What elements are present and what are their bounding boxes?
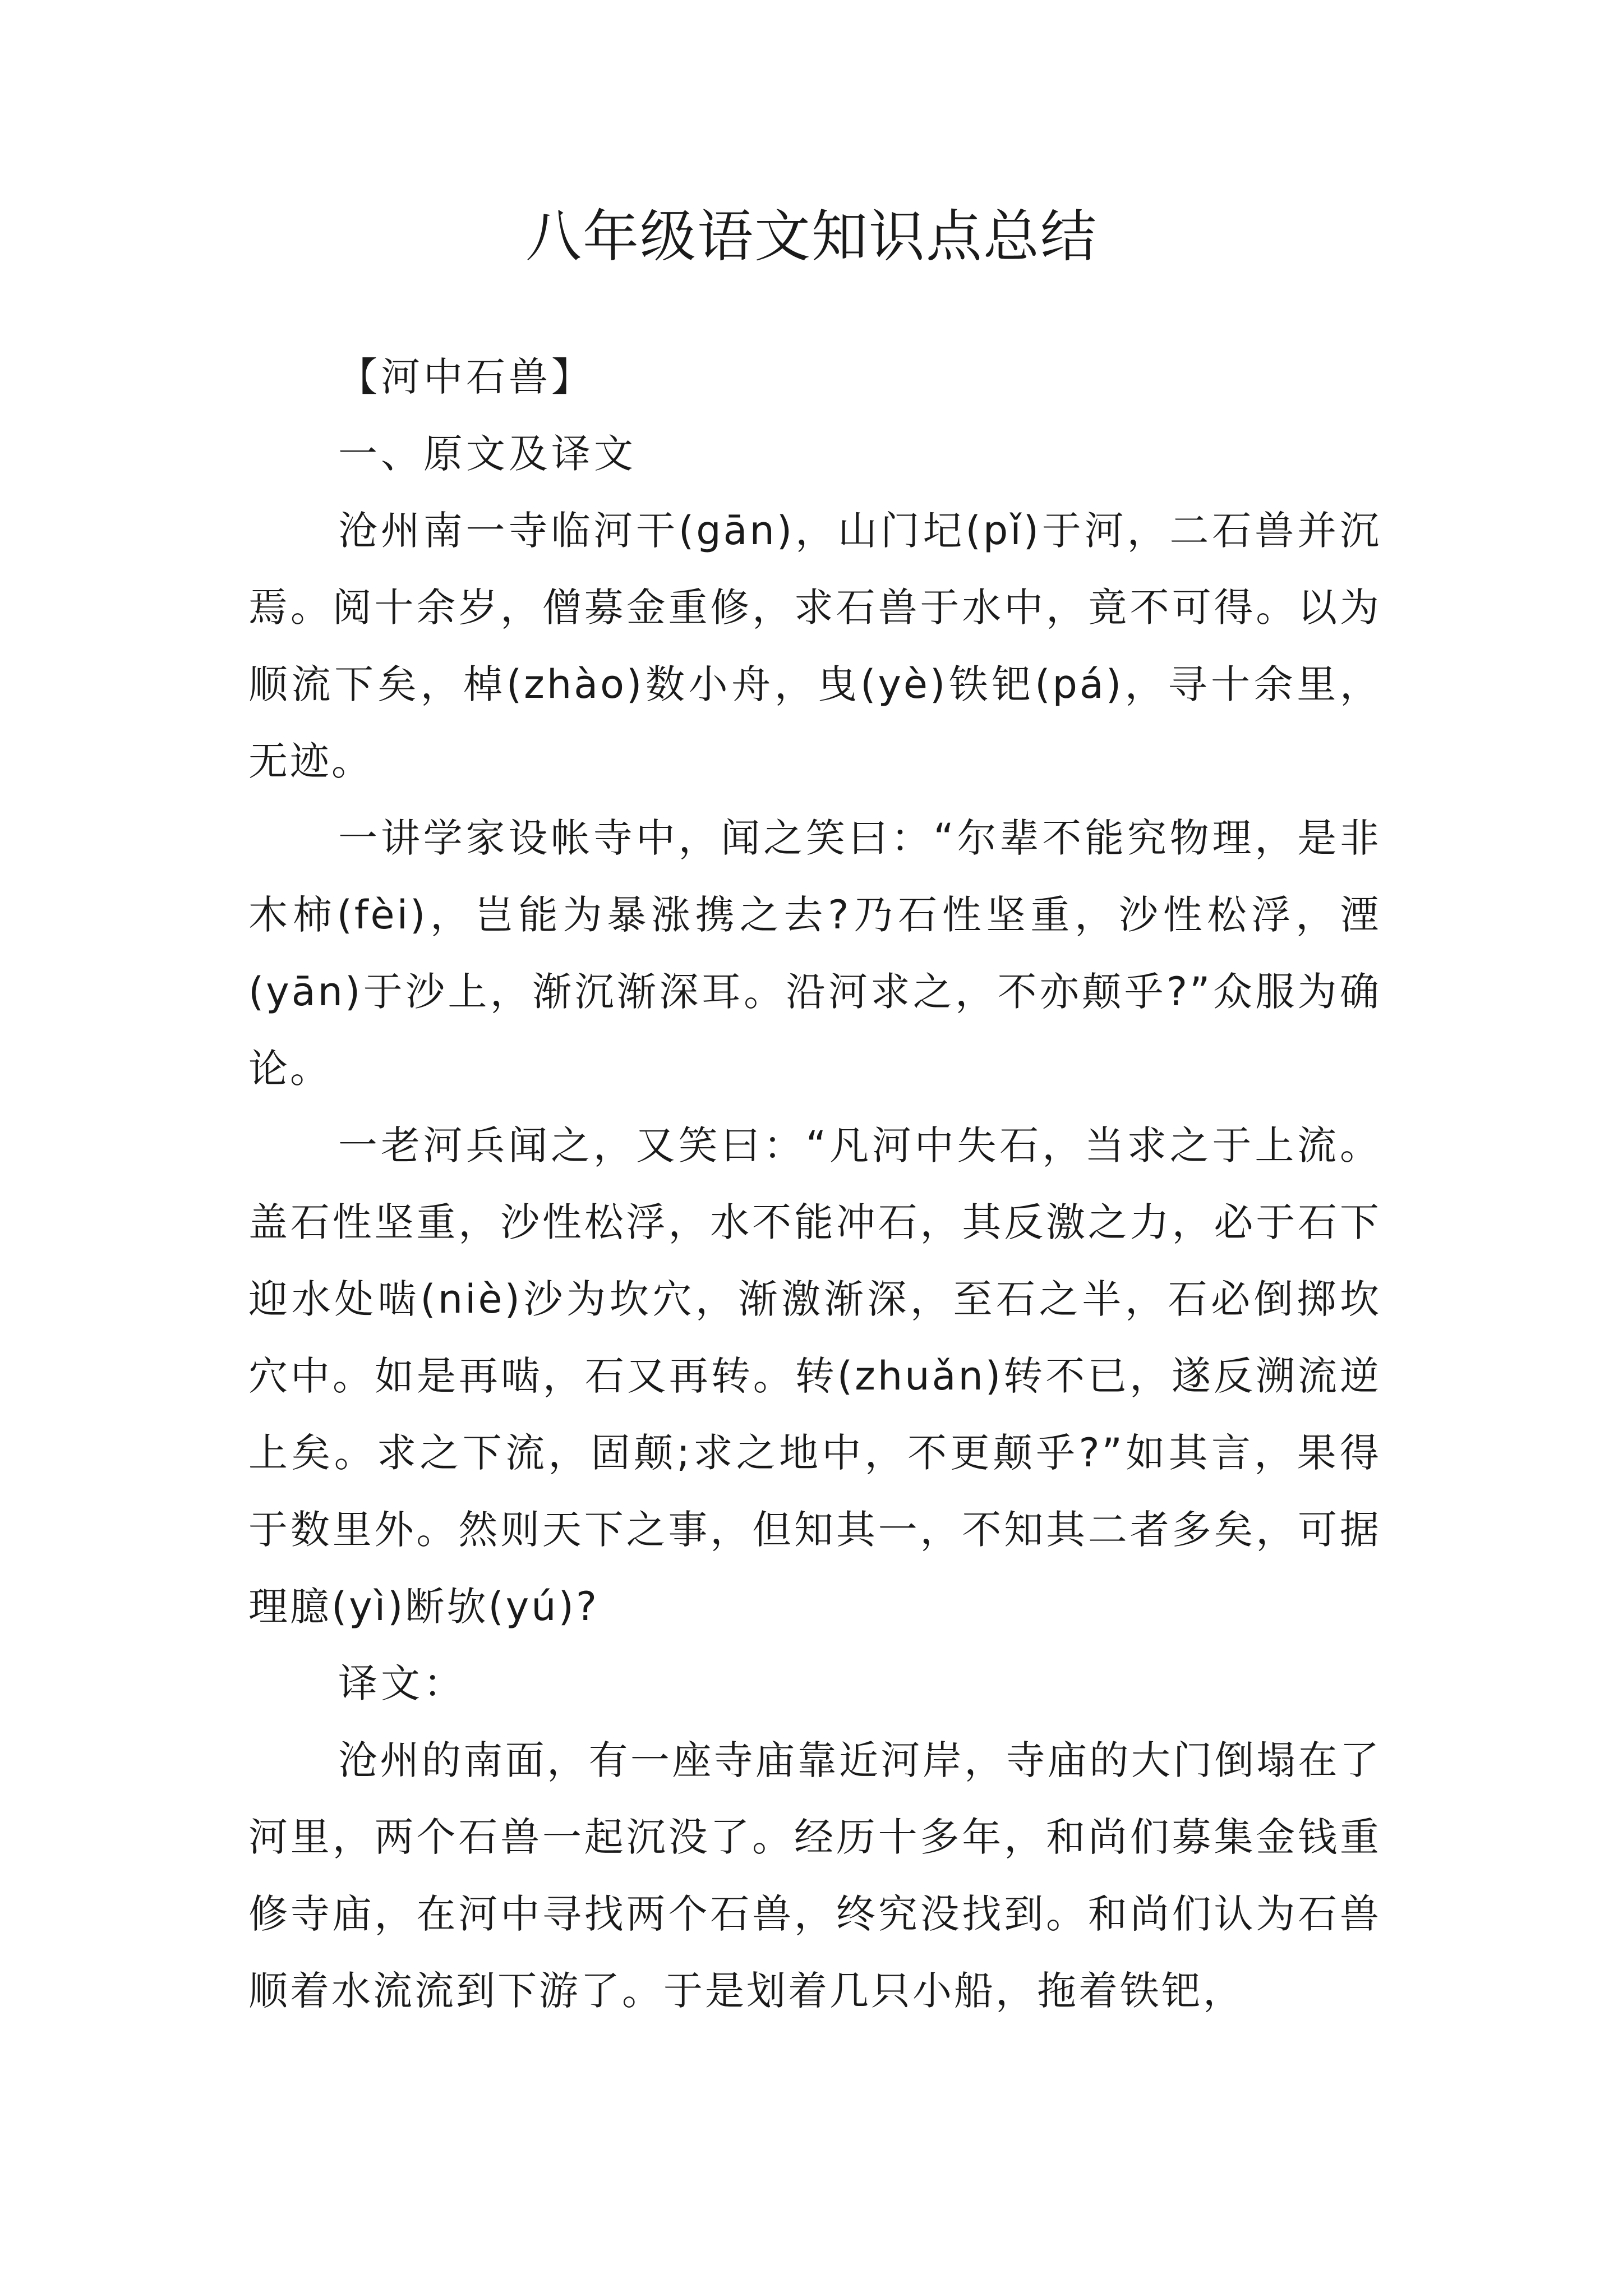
original-paragraph-1: 沧州南一寺临河干(gān)，山门圮(pǐ)于河，二石兽并沉焉。阅十余岁，僧募金重修，求石兽于水中，竟不可得。以为顺流下矣，棹(zhào)数小舟，曳(yè)铁钯(pá)，寻十余里，无迹。 (248, 508, 1381, 784)
subsection-heading: 一、原文及译文 (338, 431, 637, 477)
original-paragraph-2: 一讲学家设帐寺中，闻之笑曰：“尔辈不能究物理，是非木柿(fèi)，岂能为暴涨携之去?乃石性坚重，沙性松浮，湮(yān)于沙上，渐沉渐深耳。沿河求之，不亦颠乎?”众服为确论。 (248, 815, 1381, 1092)
translation-paragraph-1: 沧州的南面，有一座寺庙靠近河岸，寺庙的大门倒塌在了河里，两个石兽一起沉没了。经历十多年，和尚们募集金钱重修寺庙，在河中寻找两个石兽，终究没找到。和尚们认为石兽顺着水流流到下游了。于是划着几只小船，拖着铁钯， (248, 1737, 1381, 2014)
document-title: 八年级语文知识点总结 (525, 204, 1098, 269)
original-paragraph-3: 一老河兵闻之，又笑曰：“凡河中失石，当求之于上流。盖石性坚重，沙性松浮，水不能冲石，其反激之力，必于石下迎水处啮(niè)沙为坎穴，渐激渐深，至石之半，石必倒掷坎穴中。如是再啮，石又再转。转(zhuǎn)转不已，遂反溯流逆上矣。求之下流，固颠;求之地中，不更颠乎?”如其言，果得于数里外。然则天下之事，但知其一，不知其二者多矣，可据理臆(yì)断欤(yú)? (248, 1122, 1381, 1630)
document-body (248, 339, 1381, 2030)
section-heading: 【河中石兽】 (338, 354, 594, 400)
translation-label: 译文： (338, 1660, 466, 1706)
